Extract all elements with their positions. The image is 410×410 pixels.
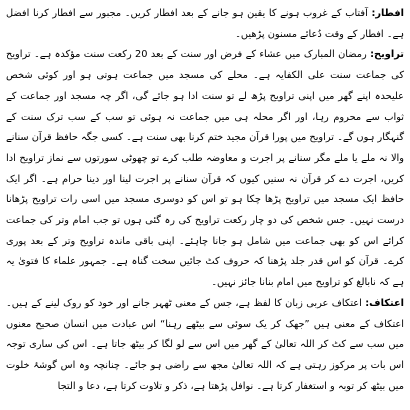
paragraph-text: اعتکاف عربی زبان کا لفظ ہے، جس کے معنی ٹھہر جانے اور خود کو روک لینے کے ہیں۔ اعتکاف کے معنی ہیں ”جھک کر یک سوئی سے بیٹھے رہنا“ اس عبادت میں انسان صحیح معنوں میں سب سے کٹ کر اللہ تعالیٰ کے گھر میں اس سے لو لگا کر بیٹھ جاتا ہے۔ اس کی ساری توجہ اس بات پر مرکوز رہتی ہے کہ اللہ تعالیٰ مجھ سے راضی ہو جائے۔ چنانچہ وہ اس گوشۂ خلوت میں بیٹھ کر توبہ و استغفار کرتا ہے۔ نوافل پڑھتا ہے، ذکر و تلاوت کرتا ہے، دعا و التجا bbox=[6, 297, 404, 392]
paragraph-taraweeh bbox=[6, 45, 404, 293]
paragraph-term: افطار: bbox=[371, 8, 404, 19]
paragraph-term: اعتکاف: bbox=[365, 297, 404, 309]
paragraph-term: تراویح: bbox=[370, 49, 404, 61]
paragraph-itikaf bbox=[6, 294, 404, 398]
paragraph-text: رمضان المبارک میں عشاء کے فرض اور سنت کے بعد 20 رکعت سنت مؤکدہ ہے۔ تراویح کی جماعت سنت علی الکفایہ ہے۔ محلے کی مسجد میں جماعت ہوتی ہو اور کوئی شخص علیحدہ اپنے گھر میں اپنی تراویح پڑھ لے تو سنت ادا ہو جائے گی، اگر چہ مسجد اور جماعت کے ثواب سے محروم رہا، اور اگر محلہ ہی میں جماعت نہ ہوئی تو سب کے سب ترک سنت کے گنہگار ہوں گے۔ تراویح میں پورا قرآن مجید ختم کرنا بھی سنت ہے۔ کسی جگہ حافظ قرآن سنانے والا نہ ملے یا ملے مگر سنانے پر اجرت و معاوضہ طلب کرے تو چھوٹی سورتوں سے نماز تراویح ادا کریں، اجرت دے کر قرآن نہ سنیں کیوں کہ قرآن سنانے پر اجرت لینا اور دینا حرام ہے۔ اگر ایک حافظ ایک مسجد میں تراویح پڑھا چکا ہو تو اس کو دوسری مسجد میں اسی رات تراویح پڑھانا درست نہیں۔ جس شخص کی دو چار رکعت تراویح کی رہ گئی ہوں تو جب امام وتر کی جماعت کرائے اس کو بھی جماعت میں شامل ہو جانا چاہئے۔ اپنی باقی ماندہ تراویح وتر کے بعد پوری کرے۔ قرآن کو اس قدر جلد پڑھنا کہ حروف کٹ جائیں سخت گناہ ہے۔ جمہور علماء کا فتویٰ یہ ہے کہ نابالغ کو تراویح میں امام بنانا جائز نہیں۔ bbox=[6, 49, 404, 289]
paragraph-text: آفتاب کے غروب ہونے کا یقین ہو جانے کے بعد افطار کریں۔ مجبور سے افطار کرنا افضل ہے۔ افطار کے وقت دُعائے مسنون پڑھیں۔ bbox=[6, 8, 404, 40]
paragraph-iftar bbox=[6, 4, 404, 45]
